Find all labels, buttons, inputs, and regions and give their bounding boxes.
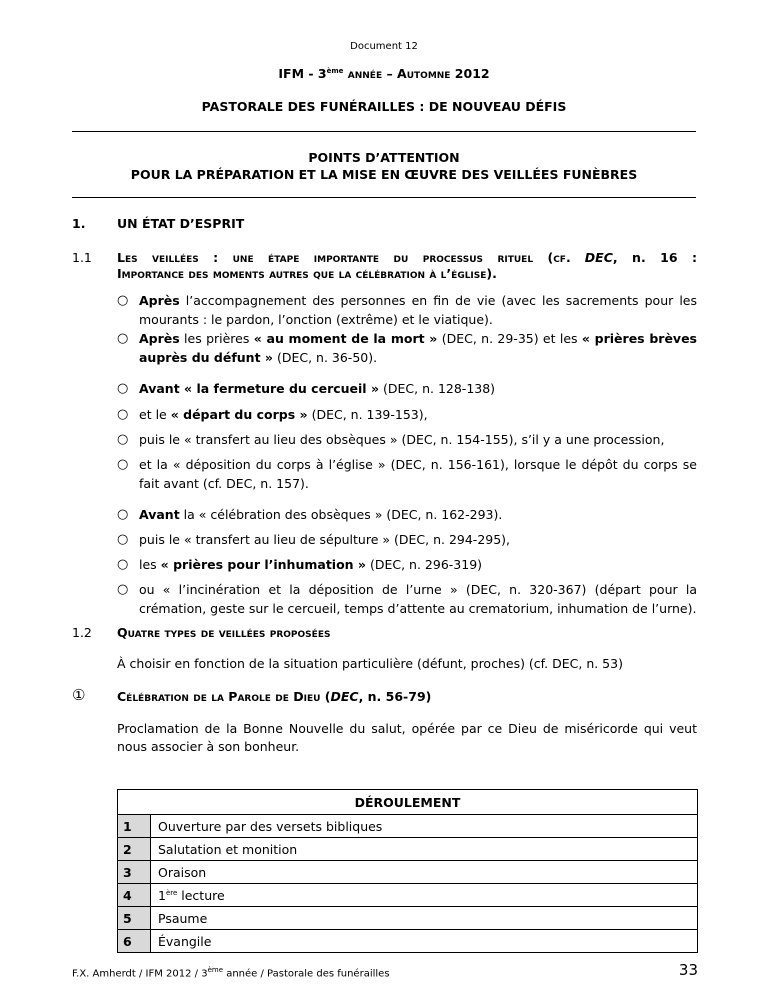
list-item-text	[139, 292, 697, 329]
circle-bullet-icon: ○	[117, 331, 129, 346]
document-label: Document 12	[350, 41, 418, 52]
list-item-rest: (DEC, n. 128-138)	[379, 381, 496, 396]
section-number: 1.	[72, 216, 86, 231]
section-title: UN ÉTAT D’ESPRIT	[117, 216, 245, 231]
list-item-bold: « départ du corps »	[170, 407, 308, 422]
sub11-line1-text: Les veillées : une étape importante du processus rituel (cf.	[117, 250, 571, 265]
circle-bullet-icon: ○	[117, 457, 129, 472]
box-title-line2: POUR LA PRÉPARATION ET LA MISE EN ŒUVRE DES VEILLÉES FUNÈBRES	[130, 167, 638, 182]
table-row	[118, 884, 698, 907]
circle-bullet-icon: ○	[117, 381, 129, 396]
sub11-ref-end: , n. 16 :	[612, 250, 697, 265]
table-row	[118, 861, 698, 884]
row-text: Psaume	[151, 907, 698, 930]
list-item-bold: Avant	[139, 507, 180, 522]
footer-a: F.X. Amherdt / IFM 2012 / 3	[72, 968, 208, 980]
footer-b: année / Pastorale des funérailles	[223, 968, 390, 980]
row-text: Ouverture par des versets bibliques	[151, 815, 698, 838]
list-item-text: ou « l’incinération et la déposition de l’urne » (DEC, n. 320-367) (départ pour la crémation, geste sur le cercueil, temps d’attente au crematorium, inhumation de l’urne).	[139, 582, 697, 616]
list-item-rest: (DEC, n. 139-153),	[307, 407, 428, 422]
table-row	[118, 930, 698, 953]
circle-bullet-icon: ○	[117, 407, 129, 422]
footer	[72, 966, 390, 979]
proclamation-text: Proclamation de la Bonne Nouvelle du salut, opérée par ce Dieu de miséricorde qui veut nous associer à son bonheur.	[117, 721, 697, 754]
row-number: 6	[118, 930, 151, 953]
circle-bullet-icon: ○	[117, 432, 129, 447]
item-title-ref: DEC	[330, 689, 359, 704]
table-row	[118, 815, 698, 838]
list-item-text: et la « déposition du corps à l’église » (DEC, n. 156-161), lorsque le dépôt du corps se fait avant (cf. DEC, n. 157).	[139, 457, 697, 491]
row-text: Évangile	[151, 930, 698, 953]
top-rule	[72, 131, 696, 132]
list-item-pre: et le	[139, 407, 171, 422]
list-item-text	[139, 556, 697, 575]
table-header-row	[118, 790, 698, 815]
subsection-title: Quatre types de veillées proposées	[117, 625, 331, 640]
row-text-b: lecture	[177, 887, 225, 903]
page-number: 33	[678, 961, 698, 979]
list-item-text	[139, 406, 697, 425]
list-item-bold: Après	[139, 293, 180, 308]
list-item-bold: « prières brèves auprès du défunt »	[139, 331, 697, 365]
circle-bullet-icon: ○	[117, 532, 129, 547]
list-item-text	[139, 330, 697, 367]
subsection-number: 1.1	[72, 250, 92, 265]
list-item-text: puis le « transfert au lieu des obsèques » (DEC, n. 154-155), s’il y a une procession,	[139, 432, 665, 447]
circle-bullet-icon: ○	[117, 293, 129, 308]
list-item-rest: (DEC, n. 296-319)	[366, 557, 483, 572]
list-item-bold: Après	[139, 331, 180, 346]
list-item-pre: les	[139, 557, 161, 572]
list-item-rest: la « célébration des obsèques » (DEC, n. 162-293).	[179, 507, 503, 522]
deroulement-table	[117, 789, 698, 953]
list-item-rest: l’accompagnement des personnes en fin de vie (avec les sacrements pour les mourants : le pardon, l’onction (extrême) et le viatique).	[139, 293, 697, 327]
item-title-b: , n. 56-79)	[358, 689, 432, 704]
item-title	[117, 688, 431, 706]
table-row	[118, 907, 698, 930]
row-text-sup: ère	[165, 888, 178, 897]
list-item-rest: les prières	[179, 331, 254, 346]
sub11-ref: DEC	[584, 250, 613, 265]
list-item-rest: (DEC, n. 29-35) et les	[437, 331, 582, 346]
course-title	[0, 66, 768, 81]
circle-bullet-icon: ○	[117, 507, 129, 522]
list-item-bold: « prières pour l’inhumation »	[160, 557, 366, 572]
list-item-text	[139, 380, 697, 399]
list-item-text	[139, 506, 697, 525]
list-item-bold: « au moment de la mort »	[253, 331, 438, 346]
row-number: 5	[118, 907, 151, 930]
bottom-rule	[72, 197, 696, 198]
row-number: 1	[118, 815, 151, 838]
circle-bullet-icon: ○	[117, 557, 129, 572]
row-number: 2	[118, 838, 151, 861]
table-row	[118, 838, 698, 861]
row-text: Salutation et monition	[151, 838, 698, 861]
row-text: Oraison	[151, 861, 698, 884]
circled-number: ①	[72, 686, 86, 704]
footer-sup: ème	[207, 966, 224, 974]
list-item-text: puis le « transfert au lieu de sépulture » (DEC, n. 294-295),	[139, 532, 511, 547]
row-number: 3	[118, 861, 151, 884]
item-title-a: Célébration de la Parole de Dieu (	[117, 689, 331, 704]
intro-text: À choisir en fonction de la situation particulière (défunt, proches) (cf. DEC, n. 53)	[117, 656, 623, 671]
theme-title: PASTORALE DES FUNÉRAILLES : DE NOUVEAU DÉFIS	[201, 99, 567, 114]
list-item-bold: Avant « la fermeture du cercueil »	[139, 381, 380, 396]
row-text	[151, 884, 698, 907]
box-title-line1: POINTS D’ATTENTION	[308, 150, 460, 165]
course-title-sup: ème	[326, 66, 344, 75]
subsection-number: 1.2	[72, 625, 92, 640]
course-title-a: IFM - 3	[278, 66, 327, 81]
table-header: DÉROULEMENT	[118, 790, 698, 815]
row-text-a: 1	[158, 887, 166, 903]
list-item-rest: (DEC, n. 36-50).	[272, 349, 378, 365]
circle-bullet-icon: ○	[117, 582, 129, 597]
subsection-title-line2: Importance des moments autres que la célébration à l’église).	[117, 266, 497, 281]
row-number: 4	[118, 884, 151, 907]
course-title-b: année – Automne 2012	[347, 66, 490, 81]
